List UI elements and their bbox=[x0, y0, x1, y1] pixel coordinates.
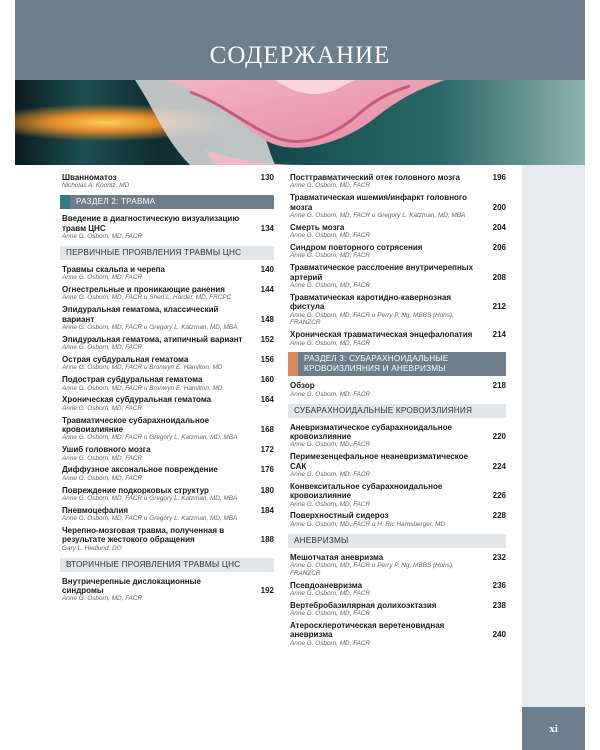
toc-entry-page: 212 bbox=[492, 302, 506, 312]
toc-entry-authors: Anne G. Osborn, MD, FACR и Gregory L. Katzman, MD, MBA bbox=[290, 212, 466, 220]
toc-entry[interactable] bbox=[62, 526, 274, 553]
toc-entry[interactable] bbox=[62, 486, 274, 503]
toc-entry-authors: Gary L. Hedlund, DO bbox=[62, 544, 122, 552]
toc-entry[interactable] bbox=[290, 482, 506, 509]
toc-entry[interactable] bbox=[62, 416, 274, 443]
toc-entry[interactable] bbox=[290, 223, 506, 240]
toc-entry-page: 240 bbox=[492, 630, 506, 640]
toc-entry-title: Подострая субдуральная гематома bbox=[62, 375, 203, 385]
toc-entry[interactable] bbox=[290, 330, 506, 347]
toc-right-column bbox=[290, 173, 506, 651]
section-heading-text: РАЗДЕЛ 3: СУБАРАХНОИДАЛЬНЫЕ КРОВОИЗЛИЯНИЯ И АНЕВРИЗМЫ bbox=[298, 352, 506, 376]
toc-entry-title: Хроническая травматическая энцефалопатия bbox=[290, 330, 473, 340]
toc-entry[interactable] bbox=[290, 243, 506, 260]
toc-entry[interactable] bbox=[62, 355, 274, 372]
toc-entry-title: Огнестрельные и проникающие ранения bbox=[62, 285, 225, 295]
toc-entry-authors: Anne G. Osborn, MD, FACR bbox=[290, 390, 371, 398]
margin-strip bbox=[522, 165, 585, 750]
toc-entry-title: Ушиб головного мозга bbox=[62, 445, 151, 455]
page-number: xi bbox=[522, 707, 585, 750]
toc-entry[interactable] bbox=[62, 577, 274, 604]
toc-entry-authors: Anne G. Osborn, MD, FACR bbox=[62, 404, 143, 412]
toc-entry[interactable] bbox=[290, 621, 506, 648]
section-heading-bar bbox=[288, 352, 506, 376]
toc-entry-authors: Anne G. Osborn, MD, FACR bbox=[290, 500, 371, 508]
section-heading-text: РАЗДЕЛ 2: ТРАВМА bbox=[70, 195, 274, 209]
toc-entry-authors: Anne G. Osborn, MD, FACR bbox=[290, 590, 371, 598]
toc-entry-authors: Anne G. Osborn, MD, FACR bbox=[62, 474, 143, 482]
toc-entry-page: 196 bbox=[492, 173, 506, 182]
toc-entry-authors: Anne G. Osborn, MD, FACR и Bronwyn E. Hamilton, MD bbox=[62, 384, 223, 392]
toc-entry[interactable] bbox=[290, 293, 506, 327]
toc-entry-page: 168 bbox=[260, 425, 274, 435]
toc-entry-title: Травматическая каротидно-кавернозная фистула bbox=[290, 292, 452, 312]
toc-entry-page: 236 bbox=[492, 580, 506, 590]
toc-entry-title: Введение в диагностическую визуализацию травм ЦНС bbox=[62, 214, 240, 233]
toc-entry[interactable] bbox=[290, 263, 506, 290]
toc-entry[interactable] bbox=[62, 305, 274, 332]
toc-entry[interactable] bbox=[62, 335, 274, 352]
toc-entry-title: Диффузное аксональное повреждение bbox=[62, 465, 218, 475]
toc-entry-title: Черепно-мозговая травма, полученная в результате жестокого обращения bbox=[62, 526, 225, 545]
toc-entry-page: 160 bbox=[260, 375, 274, 385]
toc-entry-page: 224 bbox=[492, 461, 506, 471]
toc-entry-title: Травмы скальпа и черепа bbox=[62, 264, 165, 274]
toc-entry-page: 220 bbox=[492, 432, 506, 442]
section-heading bbox=[60, 195, 274, 209]
toc-entry-page: 180 bbox=[260, 485, 274, 495]
toc-entry-authors: Anne G. Osborn, MD, FACR bbox=[62, 344, 143, 352]
toc-entry[interactable] bbox=[62, 285, 274, 302]
toc-entry-page: 152 bbox=[260, 334, 274, 344]
toc-entry[interactable] bbox=[290, 581, 506, 598]
toc-entry-authors: Anne G. Osborn, MD, FACR и Gregory L. Katzman, MD, MBA bbox=[62, 495, 238, 503]
toc-entry-page: 172 bbox=[260, 445, 274, 455]
subsection-heading: СУБАРАХНОИДАЛЬНЫЕ КРОВОИЗЛИЯНИЯ bbox=[288, 404, 506, 418]
toc-entry-authors: Anne G. Osborn, MD, FACR bbox=[290, 182, 371, 190]
toc-entry[interactable] bbox=[290, 173, 506, 190]
toc-entry[interactable] bbox=[290, 193, 506, 220]
toc-entry-title: Псевдоаневризма bbox=[290, 580, 363, 590]
toc-entry-authors: Anne G. Osborn, MD, FACR и Gregory L. Katzman, MD, MBA bbox=[62, 515, 238, 523]
toc-entry-title: Внутричерепные дислокационные синдромы bbox=[62, 576, 201, 596]
toc-entry-title: Острая субдуральная гематома bbox=[62, 355, 189, 365]
toc-entry-title: Обзор bbox=[290, 381, 315, 391]
section-heading-bar bbox=[60, 195, 274, 209]
toc-entry-authors: Anne G. Osborn, MD, FACR bbox=[290, 441, 371, 449]
toc-entry-page: 140 bbox=[260, 264, 274, 274]
toc-entry-page: 232 bbox=[492, 552, 506, 562]
toc-entry-page: 148 bbox=[260, 314, 274, 324]
page-title: СОДЕРЖАНИЕ bbox=[209, 42, 391, 69]
toc-entry-title: Эпидуральная гематома, классический вариант bbox=[62, 305, 219, 324]
toc-entry[interactable] bbox=[290, 553, 506, 578]
toc-entry-authors: Anne G. Osborn, MD, FACR и Gregory L. Katzman, MD, MBA bbox=[62, 434, 238, 442]
toc-entry-authors: Anne G. Osborn, MD, FACR bbox=[290, 232, 371, 240]
toc-entry[interactable] bbox=[62, 445, 274, 462]
toc-entry-page: 156 bbox=[260, 355, 274, 365]
toc-entry-authors: Anne G. Osborn, MD, FACR bbox=[62, 454, 143, 462]
toc-entry[interactable] bbox=[290, 381, 506, 398]
toc-entry-title: Хроническая субдуральная гематома bbox=[62, 395, 212, 405]
toc-entry-authors: Anne G. Osborn, MD, FACR bbox=[62, 233, 143, 241]
header-banner bbox=[15, 0, 585, 80]
toc-entry-title: Травматическая ишемия/инфаркт головного мозга bbox=[290, 193, 468, 212]
subsection-heading: АНЕВРИЗМЫ bbox=[288, 534, 506, 548]
toc-entry-title: Атеросклеротическая веретеновидная аневризма bbox=[290, 621, 445, 640]
toc-entry-authors: Anne G. Osborn, MD, FACR bbox=[290, 639, 371, 647]
toc-entry-authors: Anne G. Osborn, MD, FACR и Perry P. Ng, MBBS (Hons), FRANZCR bbox=[290, 311, 454, 327]
toc-entry-title: Смерть мозга bbox=[290, 222, 345, 232]
toc-entry-title: Травматическое расслоение внутричерепных артерий bbox=[290, 263, 474, 282]
section-heading bbox=[288, 352, 506, 376]
toc-entry-page: 144 bbox=[260, 285, 274, 295]
toc-entry-title: Повреждение подкорковых структур bbox=[62, 485, 209, 495]
brain-illustration bbox=[15, 80, 585, 165]
toc-entry[interactable] bbox=[290, 423, 506, 450]
toc-entry-page: 188 bbox=[260, 535, 274, 545]
toc-entry-authors: Anne G. Osborn, MD, FACR и Sheri L. Harder, MD, FRCPC bbox=[62, 294, 232, 302]
toc-entry-title: Посттравматический отек головного мозга bbox=[290, 173, 460, 182]
toc-entry-page: 200 bbox=[492, 202, 506, 212]
toc-entry-page: 204 bbox=[492, 222, 506, 232]
toc-entry[interactable] bbox=[62, 214, 274, 241]
toc-entry-authors: Anne G. Osborn, MD, FACR bbox=[290, 282, 371, 290]
toc-entry-page: 134 bbox=[260, 223, 274, 233]
toc-entry[interactable] bbox=[62, 375, 274, 392]
toc-left-column bbox=[62, 173, 274, 606]
toc-entry[interactable] bbox=[290, 601, 506, 618]
toc-entry-title: Поверхностный сидероз bbox=[290, 511, 389, 521]
toc-entry-page: 228 bbox=[492, 511, 506, 521]
toc-entry-authors: Anne G. Osborn, MD, FACR и Bronwyn E. Hamilton, MD bbox=[62, 364, 223, 372]
toc-entry-page: 130 bbox=[260, 173, 274, 182]
toc-entry-page: 238 bbox=[492, 600, 506, 610]
section-color-tab bbox=[288, 352, 298, 376]
toc-entry-authors: Anne G. Osborn, MD, FACR bbox=[290, 610, 371, 618]
toc-entry[interactable] bbox=[62, 265, 274, 282]
toc-entry-title: Мешотчатая аневризма bbox=[290, 552, 384, 562]
toc-entry[interactable] bbox=[62, 506, 274, 523]
toc-entry-authors: Anne G. Osborn, MD, FACR bbox=[290, 252, 371, 260]
toc-entry[interactable] bbox=[62, 173, 274, 190]
toc-entry-title: Конвекситальное субарахноидальное кровоизлияние bbox=[290, 481, 443, 501]
toc-entry-page: 176 bbox=[260, 465, 274, 475]
toc-entry-page: 226 bbox=[492, 491, 506, 501]
toc-entry-page: 164 bbox=[260, 395, 274, 405]
toc-entry-title: Перимезенцефальное неаневризматическое САК bbox=[290, 452, 469, 471]
toc-entry[interactable] bbox=[62, 465, 274, 482]
toc-entry-authors: Anne G. Osborn, MD, FACR bbox=[62, 274, 143, 282]
toc-entry-title: Аневризматическое субарахноидальное кровоизлияние bbox=[290, 422, 452, 442]
toc-entry-authors: Anne G. Osborn, MD, FACR bbox=[290, 339, 371, 347]
subsection-heading: ПЕРВИЧНЫЕ ПРОЯВЛЕНИЯ ТРАВМЫ ЦНС bbox=[60, 246, 274, 260]
section-color-tab bbox=[60, 195, 70, 209]
toc-entry-title: Пневмоцефалия bbox=[62, 505, 129, 515]
toc-entry-title: Травматическое субарахноидальное кровоизлияние bbox=[62, 415, 210, 435]
toc-entry-title: Вертебробазилярная долихоэктазия bbox=[290, 600, 437, 610]
toc-entry[interactable] bbox=[62, 395, 274, 412]
toc-entry[interactable] bbox=[290, 511, 506, 528]
toc-entry[interactable] bbox=[290, 452, 506, 479]
toc-entry-page: 184 bbox=[260, 505, 274, 515]
toc-entry-authors: Anne G. Osborn, MD, FACR и Perry P. Ng, MBBS (Hons), FRANZCR bbox=[290, 562, 454, 577]
toc-entry-title: Синдром повторного сотрясения bbox=[290, 243, 423, 253]
toc-entry-authors: Anne G. Osborn, MD, FACR и H. Ric Harnsberger, MD bbox=[290, 520, 446, 528]
subsection-heading: ВТОРИЧНЫЕ ПРОЯВЛЕНИЯ ТРАВМЫ ЦНС bbox=[60, 558, 274, 572]
toc-entry-authors: Nicholas A. Koontz, MD bbox=[62, 182, 130, 190]
toc-entry-title: Эпидуральная гематома, атипичный вариант bbox=[62, 334, 243, 344]
toc-entry-page: 192 bbox=[260, 586, 274, 596]
header-image bbox=[15, 80, 585, 165]
toc-entry-page: 208 bbox=[492, 272, 506, 282]
toc-entry-page: 218 bbox=[492, 381, 506, 391]
toc-entry-page: 214 bbox=[492, 330, 506, 340]
toc-entry-title: Шванноматоз bbox=[62, 173, 117, 182]
toc-entry-authors: Anne G. Osborn, MD, FACR bbox=[290, 471, 371, 479]
toc-entry-page: 206 bbox=[492, 243, 506, 253]
toc-entry-authors: Anne G. Osborn, MD, FACR и Gregory L. Katzman, MD, MBA bbox=[62, 324, 238, 332]
toc-entry-authors: Anne G. Osborn, MD, FACR bbox=[62, 595, 143, 603]
